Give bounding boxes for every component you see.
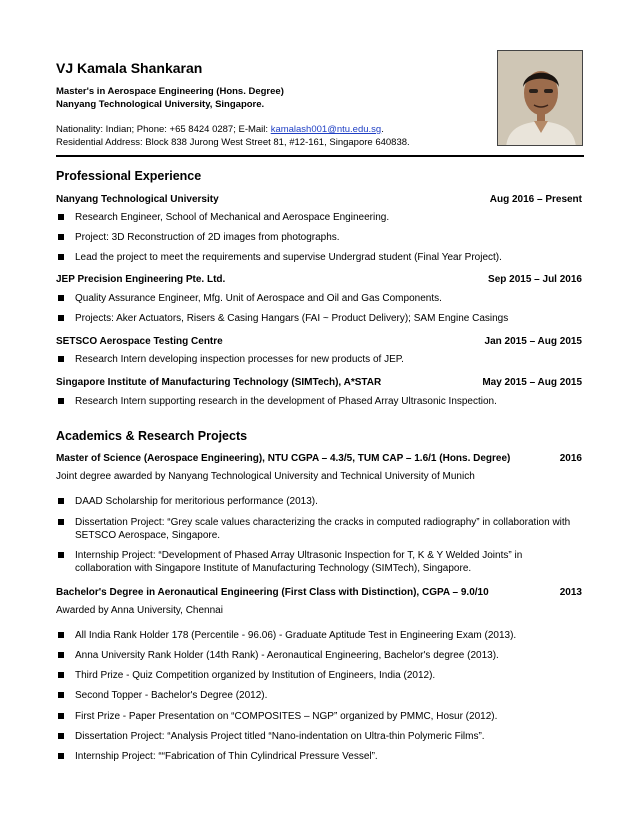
bullet-square-icon: [58, 672, 64, 678]
list-item-text: Research Engineer, School of Mechanical and Aerospace Engineering.: [75, 212, 390, 223]
list-item-text: Anna University Rank Holder (14th Rank) - Aeronautical Engineering, Bachelor's degree (2013).: [75, 650, 499, 661]
list-item-text: Research Intern developing inspection processes for new products of JEP.: [75, 354, 404, 365]
bullet-square-icon: [58, 356, 64, 362]
job-row: [56, 336, 582, 347]
bullet-square-icon: [58, 632, 64, 638]
bullet-square-icon: [58, 733, 64, 739]
job-org: Singapore Institute of Manufacturing Technology (SIMTech), A*STAR: [56, 377, 382, 388]
address-line: Residential Address: Block 838 Jurong West Street 81, #12-161, Singapore 640838.: [56, 137, 410, 148]
list-item-text: All India Rank Holder 178 (Percentile - 96.06) - Graduate Aptitude Test in Engineering Exam (2013).: [75, 630, 517, 641]
email-link[interactable]: kamalash001@ntu.edu.sg: [270, 124, 382, 135]
contact-suffix: .: [381, 124, 384, 135]
degree-heading: Master of Science (Aerospace Engineering), NTU CGPA – 4.3/5, TUM CAP – 1.6/1 (Hons. Degree): [56, 453, 511, 464]
bullet-square-icon: [58, 295, 64, 301]
degree-year: 2013: [559, 587, 582, 598]
bullet-square-icon: [58, 753, 64, 759]
list-item-text: First Prize - Paper Presentation on “COMPOSITES – NGP” organized by PMMC, Hosur (2012).: [75, 711, 498, 722]
portrait-image: [498, 51, 583, 146]
list-item-text: DAAD Scholarship for meritorious performance (2013).: [75, 496, 318, 507]
contact-prefix: Nationality: Indian; Phone: +65 8424 0287; E-Mail:: [56, 124, 271, 135]
bullet-square-icon: [58, 498, 64, 504]
bullet-square-icon: [58, 254, 64, 260]
list-item-text: Projects: Aker Actuators, Risers & Casing Hangars (FAI ~ Product Delivery); SAM Engine Casings: [75, 313, 509, 324]
bullet-square-icon: [58, 713, 64, 719]
list-item-text: Dissertation Project: “Analysis Project titled “Nano-indentation on Ultra-thin Polymeric Films”.: [75, 731, 485, 742]
bullet-square-icon: [58, 552, 64, 558]
header-divider: [56, 155, 584, 157]
list-item-text: Project: 3D Reconstruction of 2D images from photographs.: [75, 232, 340, 243]
job-org: SETSCO Aerospace Testing Centre: [56, 336, 223, 347]
contact-line: [56, 124, 384, 135]
degree-note: Joint degree awarded by Nanyang Technological University and Technical University of Munich: [56, 471, 475, 482]
list-item-text: Second Topper - Bachelor's Degree (2012).: [75, 690, 268, 701]
degree-row: [56, 587, 582, 598]
candidate-name: VJ Kamala Shankaran: [56, 60, 203, 76]
bullet-square-icon: [58, 398, 64, 404]
degree-line: Master's in Aerospace Engineering (Hons. Degree): [56, 86, 284, 97]
university-line: Nanyang Technological University, Singapore.: [56, 99, 265, 110]
job-row: [56, 377, 582, 388]
profile-photo: [497, 50, 583, 146]
job-row: [56, 274, 582, 285]
bullet-square-icon: [58, 214, 64, 220]
list-item-text: Third Prize - Quiz Competition organized by Institution of Engineers, India (2012).: [75, 670, 436, 681]
degree-note: Awarded by Anna University, Chennai: [56, 605, 223, 616]
job-org: Nanyang Technological University: [56, 194, 219, 205]
degree-row: [56, 453, 582, 464]
bullet-square-icon: [58, 315, 64, 321]
section-title-academics: Academics & Research Projects: [56, 429, 248, 443]
list-item-text: Dissertation Project: “Grey scale values characterizing the cracks in computed radiography” in collaboration with SETSCO Aerospace, Singapore.: [75, 517, 571, 541]
list-item-text: Quality Assurance Engineer, Mfg. Unit of Aerospace and Oil and Gas Components.: [75, 293, 442, 304]
job-row: [56, 194, 582, 205]
section-title-experience: Professional Experience: [56, 169, 202, 183]
list-item-text: Lead the project to meet the requirements and supervise Undergrad student (Final Year Project).: [75, 252, 502, 263]
job-dates: Sep 2015 – Jul 2016: [488, 274, 582, 285]
list-item-text: Internship Project: ““Fabrication of Thin Cylindrical Pressure Vessel”.: [75, 751, 378, 762]
job-dates: May 2015 – Aug 2015: [482, 377, 582, 388]
bullet-square-icon: [58, 519, 64, 525]
degree-heading: Bachelor's Degree in Aeronautical Engineering (First Class with Distinction), CGPA – 9.0/10: [56, 587, 489, 598]
job-org: JEP Precision Engineering Pte. Ltd.: [56, 274, 226, 285]
bullet-square-icon: [58, 692, 64, 698]
bullet-square-icon: [58, 234, 64, 240]
job-dates: Aug 2016 – Present: [489, 194, 582, 205]
bullet-square-icon: [58, 652, 64, 658]
list-item-text: Internship Project: “Development of Phased Array Ultrasonic Inspection for T, K & Y Welded Joints” in collaboration with Singapore Institute of Manufacturing Technology (SIMTech), Singapore.: [75, 550, 523, 574]
degree-year: 2016: [559, 453, 582, 464]
list-item-text: Research Intern supporting research in the development of Phased Array Ultrasonic Inspection.: [75, 396, 497, 407]
job-dates: Jan 2015 – Aug 2015: [484, 336, 582, 347]
